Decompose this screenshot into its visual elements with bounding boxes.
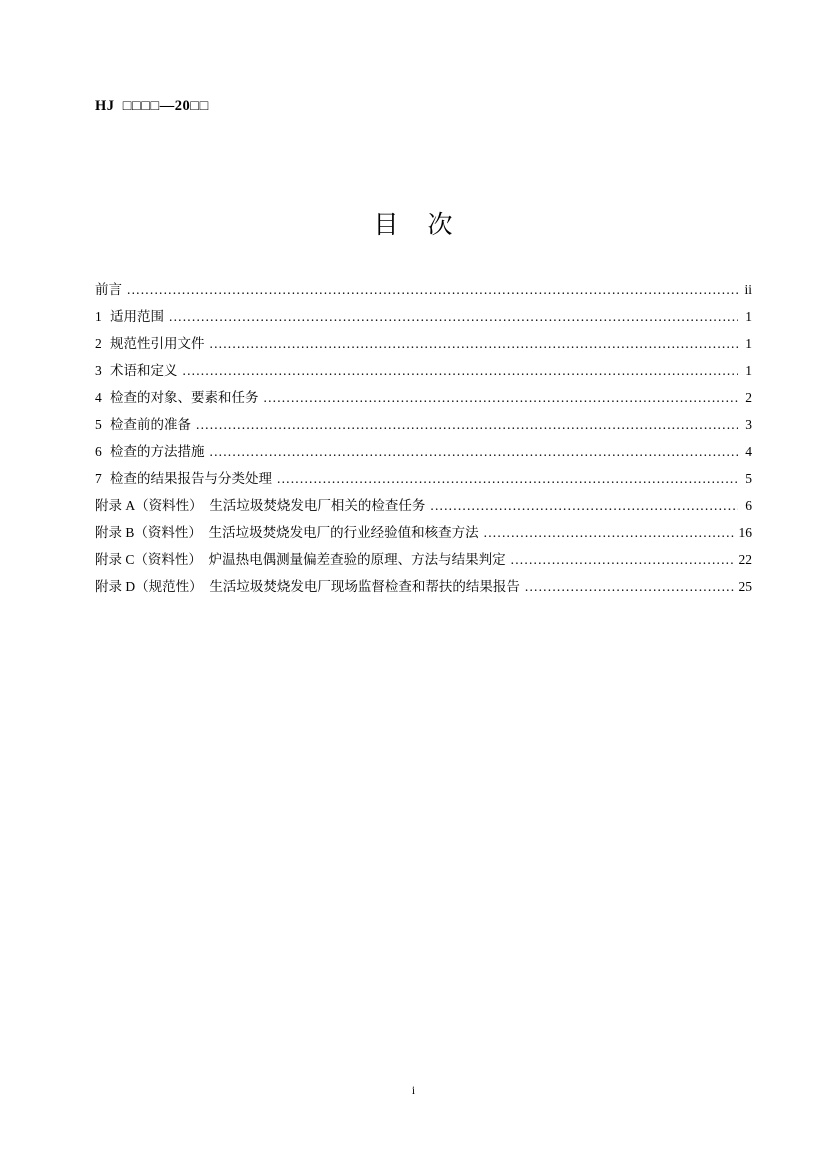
toc-entry-text: 检查的对象、要素和任务 [110,390,259,405]
toc-entry-page: 3 [745,417,752,432]
toc-entry-label [95,418,194,432]
toc-entry-page: 6 [745,498,752,513]
standard-code-header: HJ □□□□—20□□ [95,98,209,114]
toc-leader-dots [169,308,738,321]
toc-entry-page: 1 [745,363,752,378]
toc-entry-text: 术语和定义 [110,363,178,378]
toc-leader-dots [196,416,738,429]
toc-entry-page: 1 [745,309,752,324]
toc-entry-number: 7 [95,471,102,486]
page-title-part2: 次 [427,212,454,239]
toc-entry-number: 3 [95,363,102,378]
toc-entry-page: 4 [745,444,752,459]
toc-entry-page: 5 [745,471,752,486]
toc-entry-page: 25 [738,579,752,594]
toc-entry[interactable] [95,389,752,416]
toc-entry-label [95,553,509,567]
toc-entry-label [95,472,275,486]
toc-entry-text: 适用范围 [110,309,164,324]
toc-entry-number: 6 [95,444,102,459]
toc-entry[interactable] [95,497,752,524]
toc-leader-dots [430,497,738,510]
toc-entry-label [95,580,523,594]
toc-entry[interactable] [95,443,752,470]
toc-entry-label [95,364,181,378]
toc-entry-number: 4 [95,390,102,405]
toc-entry-page: 16 [738,525,752,540]
toc-leader-dots [210,335,739,348]
toc-entry-page: ii [744,282,752,297]
toc-entry-page: 1 [745,336,752,351]
toc-entry-label [95,391,262,405]
toc-entry[interactable] [95,578,752,605]
toc-entry-text: 规范性引用文件 [110,336,205,351]
toc-entry[interactable] [95,362,752,389]
toc-entry-label [95,283,125,297]
page-title-part1: 目 [373,212,400,239]
table-of-contents [95,281,752,605]
toc-entry-text: 检查的方法措施 [110,444,205,459]
toc-leader-dots [277,470,738,483]
toc-entry[interactable] [95,524,752,551]
toc-entry[interactable] [95,470,752,497]
toc-leader-dots [210,443,739,456]
toc-leader-dots [484,524,735,537]
toc-entry[interactable] [95,551,752,578]
toc-entry[interactable] [95,308,752,335]
toc-entry-label [95,310,167,324]
toc-entry-text: 检查的结果报告与分类处理 [110,471,272,486]
toc-leader-dots [264,389,739,402]
toc-entry-number: 5 [95,417,102,432]
toc-leader-dots [127,281,738,294]
toc-leader-dots [511,551,735,564]
toc-entry-label [95,337,208,351]
toc-entry-page: 22 [738,552,752,567]
toc-entry-number: 1 [95,309,102,324]
page-title [0,205,827,241]
toc-entry[interactable] [95,335,752,362]
toc-entry-text: 附录 C（资料性） 炉温热电偶测量偏差查验的原理、方法与结果判定 [95,552,506,567]
toc-entry-text: 前言 [95,282,122,297]
toc-entry-label [95,445,208,459]
toc-entry-number: 2 [95,336,102,351]
footer-page-number: i [411,1085,416,1097]
toc-entry-text: 附录 B（资料性） 生活垃圾焚烧发电厂的行业经验值和核查方法 [95,525,479,540]
toc-entry-label [95,499,428,513]
toc-entry-text: 附录 A（资料性） 生活垃圾焚烧发电厂相关的检查任务 [95,498,426,513]
toc-entry-text: 检查前的准备 [110,417,191,432]
toc-entry[interactable] [95,281,752,308]
toc-entry[interactable] [95,416,752,443]
toc-leader-dots [525,578,735,591]
toc-entry-page: 2 [745,390,752,405]
toc-entry-text: 附录 D（规范性） 生活垃圾焚烧发电厂现场监督检查和帮扶的结果报告 [95,579,520,594]
toc-entry-label [95,526,482,540]
toc-leader-dots [183,362,739,375]
